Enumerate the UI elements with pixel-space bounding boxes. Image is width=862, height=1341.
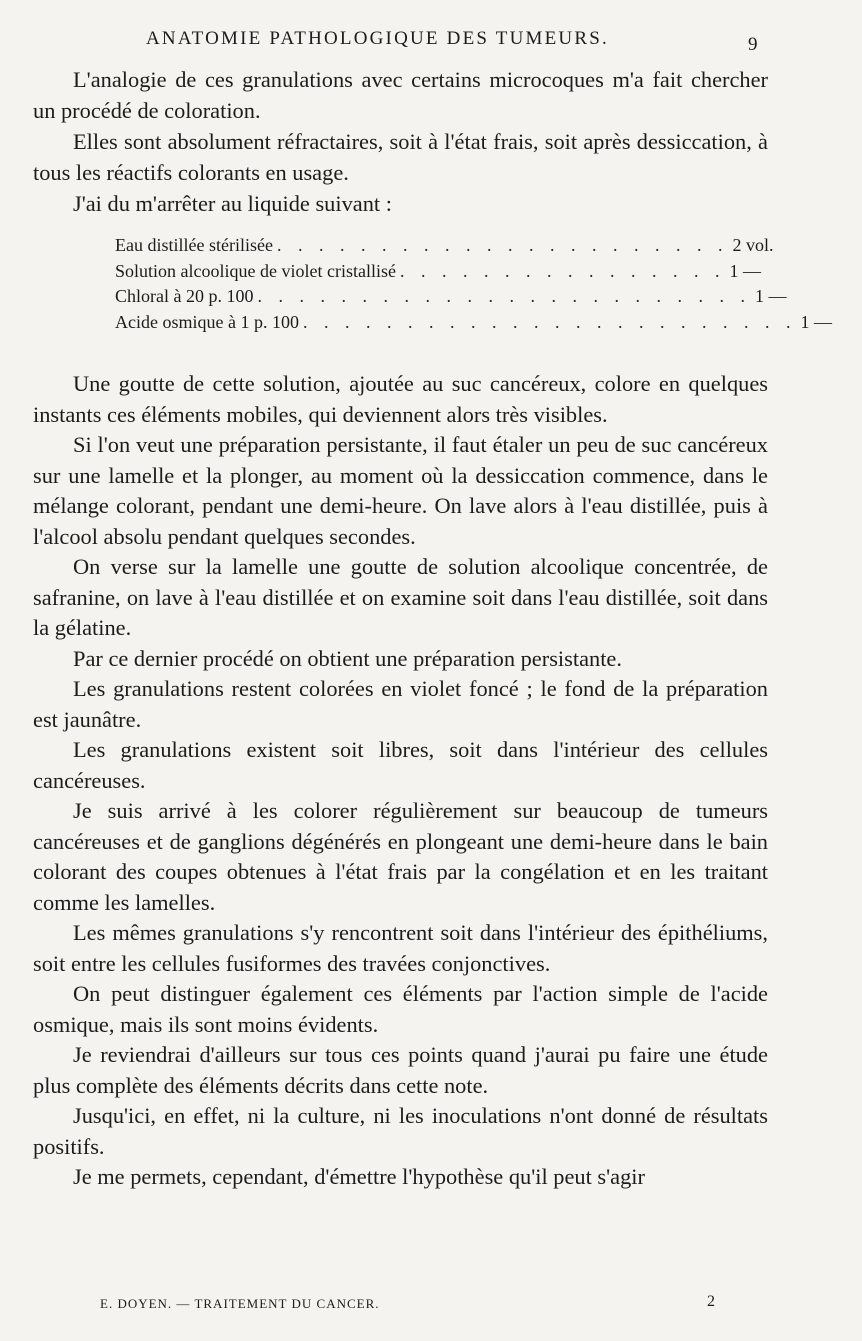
body-text	[33, 369, 768, 1193]
paragraph: L'analogie de ces granulations avec certains microcoques m'a fait chercher un procédé de coloration.	[33, 67, 768, 123]
ingredient-name: Solution alcoolique de violet cristallisé	[115, 260, 396, 281]
paragraph: Elles sont absolument réfractaires, soit à l'état frais, soit après dessiccation, à tous les réactifs colorants en usage.	[33, 129, 768, 185]
paragraph: Je suis arrivé à les colorer régulièrement sur beaucoup de tumeurs cancéreuses et de ganglions dégénérés en plongeant une demi-heure dans le bain colorant des coupes obtenues à l'état frais par la congélation et en les traitant comme les lamelles.	[33, 798, 768, 915]
recipe-row	[115, 284, 787, 310]
ingredient-name: Eau distillée stérilisée	[115, 235, 273, 255]
sheet-number: 2	[707, 1293, 715, 1310]
leader-dots: . . . . . . . . . . . . . . . .	[399, 260, 726, 281]
recipe-row	[115, 259, 761, 285]
paragraph: Une goutte de cette solution, ajoutée au suc cancéreux, colore en quelques instants ces éléments mobiles, qui deviennent alors très visibles.	[33, 371, 768, 427]
ingredient-quantity: 1 —	[800, 311, 832, 332]
recipe-row	[115, 310, 832, 336]
paragraph: Jusqu'ici, en effet, ni la culture, ni les inoculations n'ont donné de résultats positifs.	[33, 1103, 768, 1159]
leader-dots: . . . . . . . . . . . . . . . . . . . . . .	[276, 235, 729, 255]
paragraph: Par ce dernier procédé on obtient une préparation persistante.	[73, 645, 622, 671]
ingredient-quantity: 1 —	[729, 260, 761, 281]
recipe-table	[115, 233, 832, 335]
ingredient-quantity: 2 vol.	[732, 235, 774, 255]
paragraph: Je reviendrai d'ailleurs sur tous ces points quand j'aurai pu faire une étude plus complète des éléments décrits dans cette note.	[33, 1042, 768, 1098]
ingredient-quantity: 1 —	[754, 286, 787, 306]
recipe-row	[115, 233, 774, 259]
leader-dots: . . . . . . . . . . . . . . . . . . . . . . . .	[257, 286, 751, 306]
footer-signature: E. DOYEN. — TRAITEMENT DU CANCER.	[100, 1296, 380, 1311]
running-head: ANATOMIE PATHOLOGIQUE DES TUMEURS.	[146, 28, 609, 49]
paragraph: Les mêmes granulations s'y rencontrent soit dans l'intérieur des épithéliums, soit entre les cellules fusiformes des travées conjonctives.	[33, 920, 768, 976]
paragraph: J'ai du m'arrêter au liquide suivant :	[73, 191, 392, 216]
paragraph: Je me permets, cependant, d'émettre l'hypothèse qu'il peut s'agir	[73, 1164, 645, 1189]
ingredient-name: Chloral à 20 p. 100	[115, 286, 254, 306]
leader-dots: . . . . . . . . . . . . . . . . . . . . . . . .	[302, 311, 797, 332]
paragraph: Les granulations restent colorées en violet foncé ; le fond de la préparation est jaunâtre.	[33, 676, 768, 732]
page-number: 9	[748, 34, 758, 55]
ingredient-name: Acide osmique à 1 p. 100	[115, 311, 299, 332]
paragraph: On peut distinguer également ces éléments par l'action simple de l'acide osmique, mais ils sont moins évidents.	[33, 981, 768, 1037]
paragraph: Si l'on veut une préparation persistante, il faut étaler un peu de suc cancéreux sur une lamelle et la plonger, au moment où la dessiccation commence, dans le mélange colorant, pendant une demi-heure. On lave alors à l'eau distillée, puis à l'alcool absolu pendant quelques secondes.	[33, 432, 768, 549]
paragraph: On verse sur la lamelle une goutte de solution alcoolique concentrée, de safranine, on lave à l'eau distillée et on examine soit dans l'eau distillée, soit dans la gélatine.	[33, 554, 768, 640]
intro-text	[33, 64, 768, 219]
paragraph: Les granulations existent soit libres, soit dans l'intérieur des cellules cancéreuses.	[33, 737, 768, 793]
